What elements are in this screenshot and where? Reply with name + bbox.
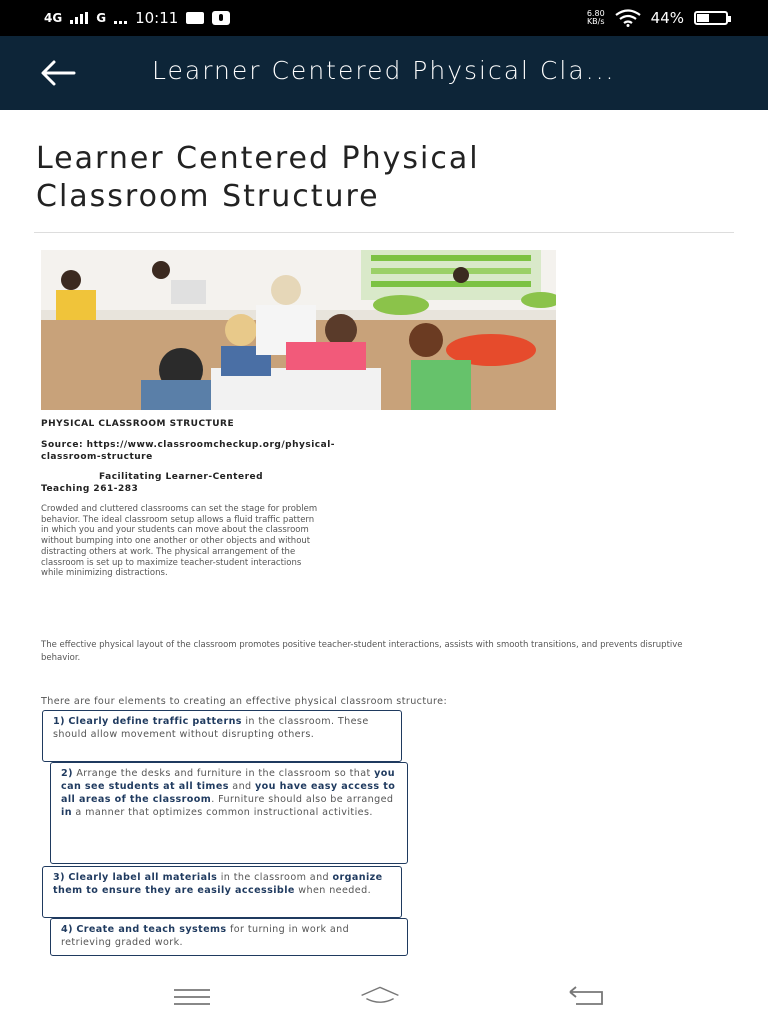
element-2-text-2: and [228,781,255,792]
element-2-bold-1: you can see students at all times [61,768,395,792]
page-title [36,140,736,216]
element-2-text-3: . Furniture should also be arranged [211,794,394,805]
page-title-line-1: Learner Centered Physical [36,141,480,176]
classroom-photo [41,250,556,410]
element-3-bold-2: organize them to ensure they are easily accessible [53,872,383,896]
menu-icon[interactable] [172,982,212,1012]
network-type-2: G [96,11,107,25]
signal-2-icon [114,12,127,24]
source-text [41,439,441,463]
source-line-1: Source: https://www.classroomcheckup.org/physical- [41,440,336,450]
battery-percent: 44% [650,9,684,27]
system-nav-bar [0,970,768,1024]
page-title-line-2: Classroom Structure [36,179,380,214]
app-bar [0,36,768,110]
paragraph-1: Crowded and cluttered classrooms can set the stage for problem behavior. The ideal classroom setup allows a fluid traffic pattern in which you and your students can move about the classroom without bumping into one another or other objects and without distracting others at work. The physical arrangement of the classroom is set up to maximize teacher-student interactions while minimizing distractions. [41,504,318,579]
mail-icon [186,12,204,24]
element-1-text-1: in the classroom. These should allow movement without disrupting others. [53,716,369,740]
voicemail-icon [212,11,230,25]
element-1-num: 1) [53,716,65,727]
net-speed [587,10,605,26]
elements-intro: There are four elements to creating an effective physical classroom structure: [41,696,448,707]
title-divider [34,232,734,233]
home-icon[interactable] [360,982,400,1012]
reference-line-1: Facilitating Learner-Centered [99,472,264,482]
battery-fill [697,14,709,22]
element-2-num: 2) [61,768,73,779]
status-bar [0,0,768,36]
net-speed-value: 6.80 [586,9,605,18]
element-box-1 [42,710,402,762]
app-bar-title: Learner Centered Physical Cla... [152,56,616,85]
network-type: 4G [44,11,63,25]
back-arrow-icon[interactable] [38,58,78,88]
element-1-bold-1: Clearly define traffic patterns [68,716,242,727]
element-4-text-1: for turning in work and retrieving graded work. [61,924,350,948]
element-2-bold-3: in [61,807,72,818]
reference-text [41,471,311,495]
element-2-text-4: a manner that optimizes common instructional activities. [71,807,373,818]
element-box-3 [42,866,402,918]
element-box-2 [50,762,408,864]
battery-icon [694,11,728,25]
element-4-num: 4) [61,924,73,935]
element-3-text-1: in the classroom and [217,872,333,883]
paragraph-2: The effective physical layout of the classroom promotes positive teacher-student interactions, assists with smooth transitions, and prevents disruptive behavior. [41,640,683,663]
wifi-icon [615,9,641,27]
status-left [44,0,230,36]
clock: 10:11 [135,9,179,27]
element-2-text-1: Arrange the desks and furniture in the classroom so that [72,768,375,779]
element-2-bold-2: you have easy access to all areas of the classroom [61,781,396,805]
element-3-text-2: when needed. [294,885,372,896]
status-right [587,0,728,36]
element-4-bold-1: Create and teach systems [76,924,227,935]
reference-line-2: Teaching 261-283 [41,484,139,494]
source-line-2: classroom-structure [41,452,153,462]
image-caption: PHYSICAL CLASSROOM STRUCTURE [41,419,235,429]
element-box-4 [50,918,408,956]
back-icon[interactable] [566,982,606,1012]
element-3-bold-1: Clearly label all materials [68,872,218,883]
element-3-num: 3) [53,872,65,883]
net-speed-unit: KB/s [586,17,605,26]
signal-icon [70,12,88,24]
